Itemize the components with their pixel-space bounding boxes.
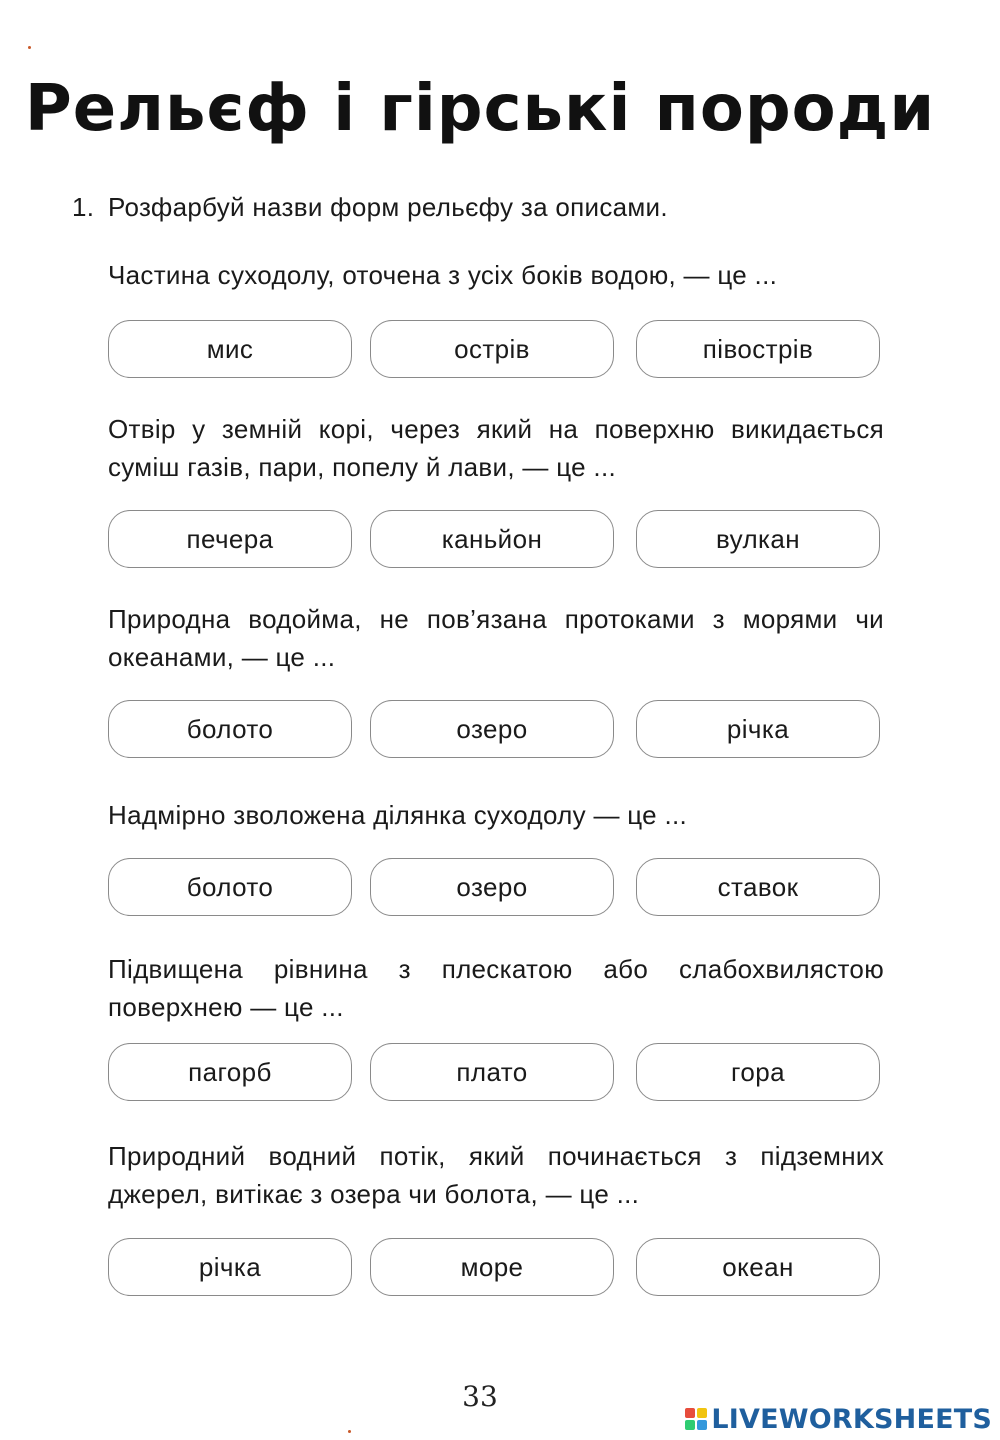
print-speck [348,1430,351,1433]
answer-option[interactable]: плато [370,1043,614,1101]
question-text: Підвищена рівнина з плескатою або слабохвилястою поверхнею — це ... [108,954,884,1022]
answer-option[interactable]: каньйон [370,510,614,568]
answer-option[interactable]: болото [108,858,352,916]
answer-option[interactable]: ставок [636,858,880,916]
answer-options [108,700,886,760]
answer-options [108,1043,886,1103]
question-text: Природний водний потік, який починається з підземних джерел, витікає з озера чи болота, — це ... [108,1141,884,1209]
answer-option[interactable]: озеро [370,858,614,916]
answer-option[interactable]: річка [108,1238,352,1296]
answer-option[interactable]: океан [636,1238,880,1296]
page-title: Рельєф і гірські породи [24,72,936,146]
liveworksheets-logo[interactable] [685,1403,992,1435]
page-number: 33 [462,1380,498,1413]
question-text: Природна водойма, не пов’язана протоками з морями чи океанами, — це ... [108,604,884,672]
answer-options [108,320,886,380]
answer-option[interactable]: мис [108,320,352,378]
task-text: Розфарбуй назви форм рельєфу за описами. [108,192,668,222]
question-text: Отвір у земній корі, через який на поверхню викидається суміш газів, пари, попелу й лави, — це ... [108,414,884,482]
answer-option[interactable]: вулкан [636,510,880,568]
answer-options [108,510,886,570]
task-number: 1. [72,192,95,222]
answer-options [108,858,886,918]
answer-option[interactable]: озеро [370,700,614,758]
answer-option[interactable]: пагорб [108,1043,352,1101]
answer-option[interactable]: річка [636,700,880,758]
answer-option[interactable]: півострів [636,320,880,378]
answer-option[interactable]: море [370,1238,614,1296]
answer-option[interactable]: болото [108,700,352,758]
liveworksheets-icon [685,1408,707,1430]
answer-options [108,1238,886,1298]
answer-option[interactable]: печера [108,510,352,568]
task-heading [72,192,668,223]
brand-name: LIVEWORKSHEETS [711,1403,992,1435]
question-text: Частина суходолу, оточена з усіх боків водою, — це ... [108,260,778,290]
answer-option[interactable]: гора [636,1043,880,1101]
question-text: Надмірно зволожена ділянка суходолу — це ... [108,800,688,830]
answer-option[interactable]: острів [370,320,614,378]
print-speck [28,46,31,49]
